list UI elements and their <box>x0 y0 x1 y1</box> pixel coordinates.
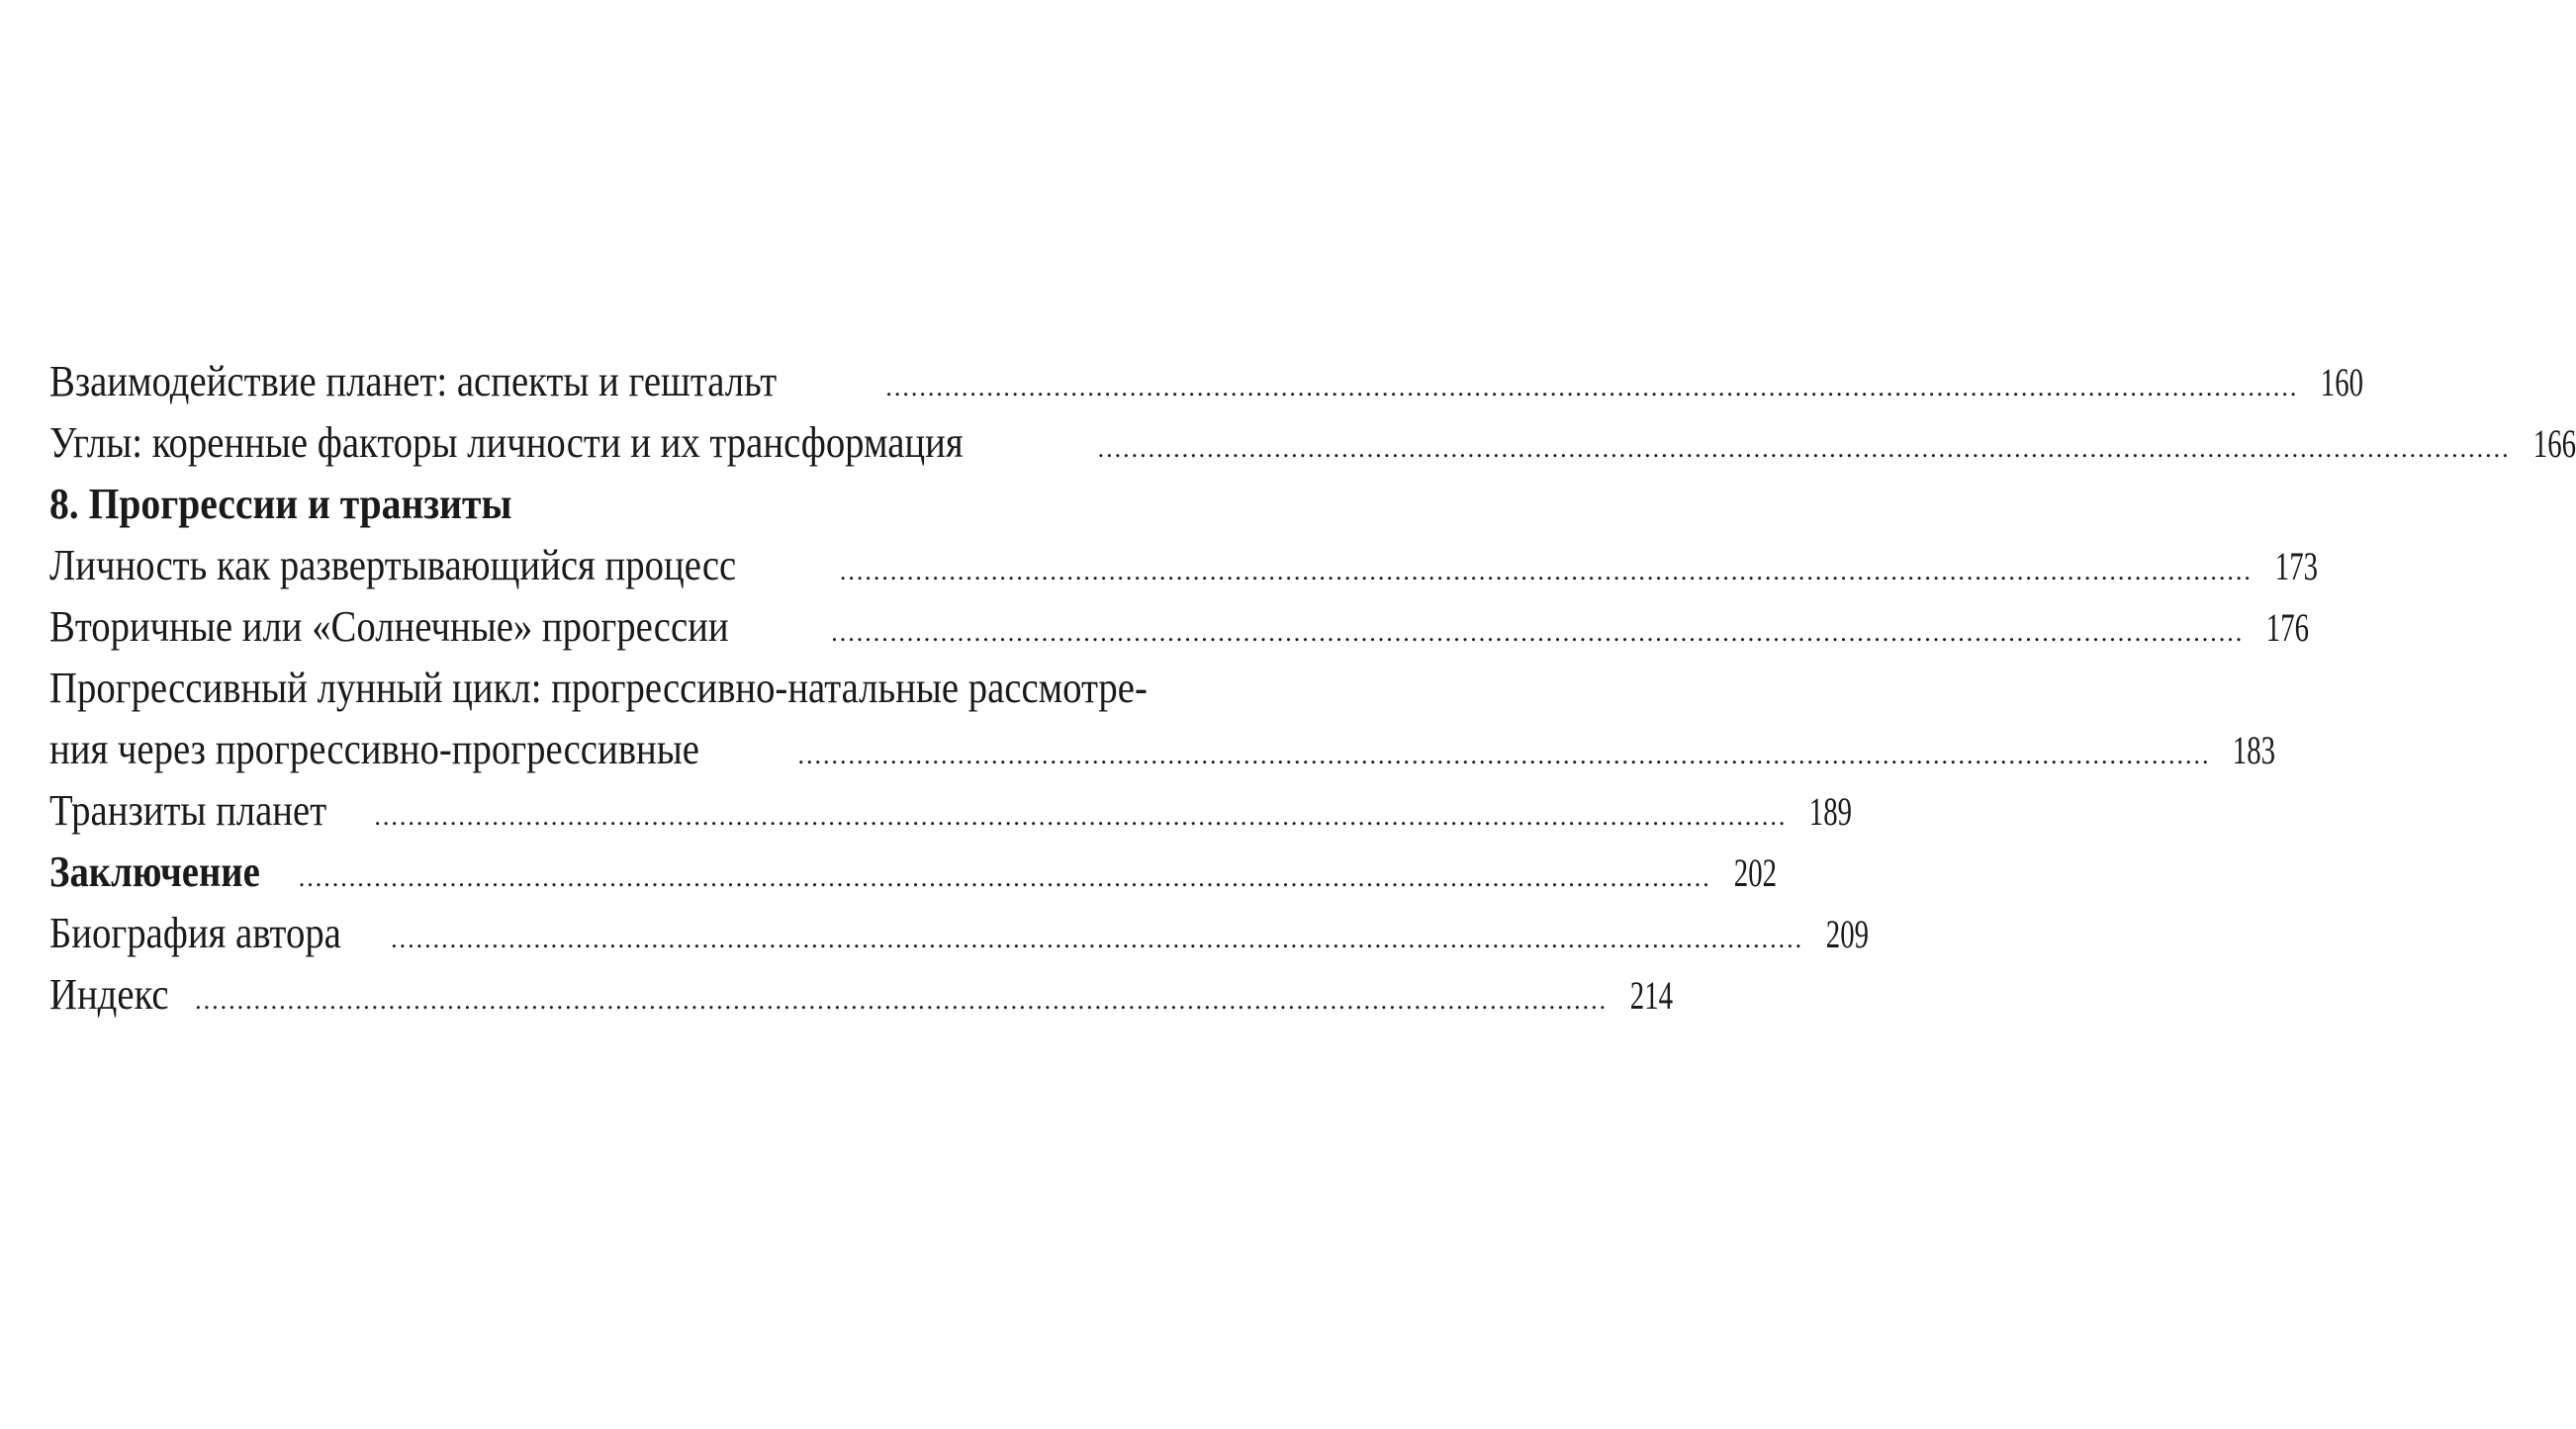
toc-page-number: 176 <box>2266 605 2310 650</box>
table-of-contents <box>49 351 2576 1026</box>
toc-entry-title: Заключение <box>49 848 260 896</box>
toc-entry-title: Взаимодействие планет: аспекты и гештальт <box>49 357 778 405</box>
dot-leader: ........................................................................................................................................................................ <box>374 802 1788 831</box>
dot-leader: ........................................................................................................................................................................ <box>831 618 2245 647</box>
dot-leader: ........................................................................................................................................................................ <box>391 925 1804 953</box>
toc-page-number: 173 <box>2274 544 2318 588</box>
toc-entry-title: Углы: коренные факторы личности и их трансформация <box>49 418 964 467</box>
dot-leader: ........................................................................................................................................................................ <box>1097 434 2511 463</box>
toc-entry-title: Вторичные или «Солнечные» прогрессии <box>49 602 729 651</box>
toc-page-number: 183 <box>2233 728 2276 772</box>
toc-page-number: 189 <box>1809 789 1853 834</box>
dot-leader: ........................................................................................................................................................................ <box>885 373 2299 402</box>
dot-leader: ........................................................................................................................................................................ <box>839 557 2253 585</box>
toc-page-number: 166 <box>2532 421 2576 466</box>
toc-entry-title-line1: Прогрессивный лунный цикл: прогрессивно-натальные рассмотре- <box>49 664 1148 712</box>
toc-entry-title: Индекс <box>49 970 169 1019</box>
toc-entry <box>49 842 1777 903</box>
toc-entry <box>49 964 1674 1026</box>
toc-entry-title: Личность как развертывающийся процесс <box>49 541 737 589</box>
toc-entry <box>49 903 1870 964</box>
toc-page-number: 214 <box>1629 973 1674 1018</box>
toc-entry-wrapped-line <box>49 658 1390 719</box>
toc-entry-title-line2: ния через прогрессивно-прогрессивные <box>49 725 699 773</box>
chapter-heading <box>49 474 1390 535</box>
toc-page-number: 202 <box>1733 850 1777 895</box>
toc-page-number: 160 <box>2321 360 2364 404</box>
toc-entry <box>49 780 1853 842</box>
dot-leader: ........................................................................................................................................................................ <box>195 986 1609 1015</box>
toc-entry <box>49 412 2576 474</box>
toc-entry-title: Транзиты планет <box>49 786 327 835</box>
toc-entry <box>49 535 2318 596</box>
toc-entry <box>49 719 2276 780</box>
toc-entry <box>49 596 2310 658</box>
toc-entry-title: Биография автора <box>49 909 341 957</box>
toc-page-number: 209 <box>1825 912 1870 956</box>
dot-leader: ........................................................................................................................................................................ <box>298 863 1711 892</box>
dot-leader: ........................................................................................................................................................................ <box>797 741 2211 769</box>
chapter-heading-text: 8. Прогрессии и транзиты <box>49 480 512 528</box>
toc-entry <box>49 351 2364 412</box>
